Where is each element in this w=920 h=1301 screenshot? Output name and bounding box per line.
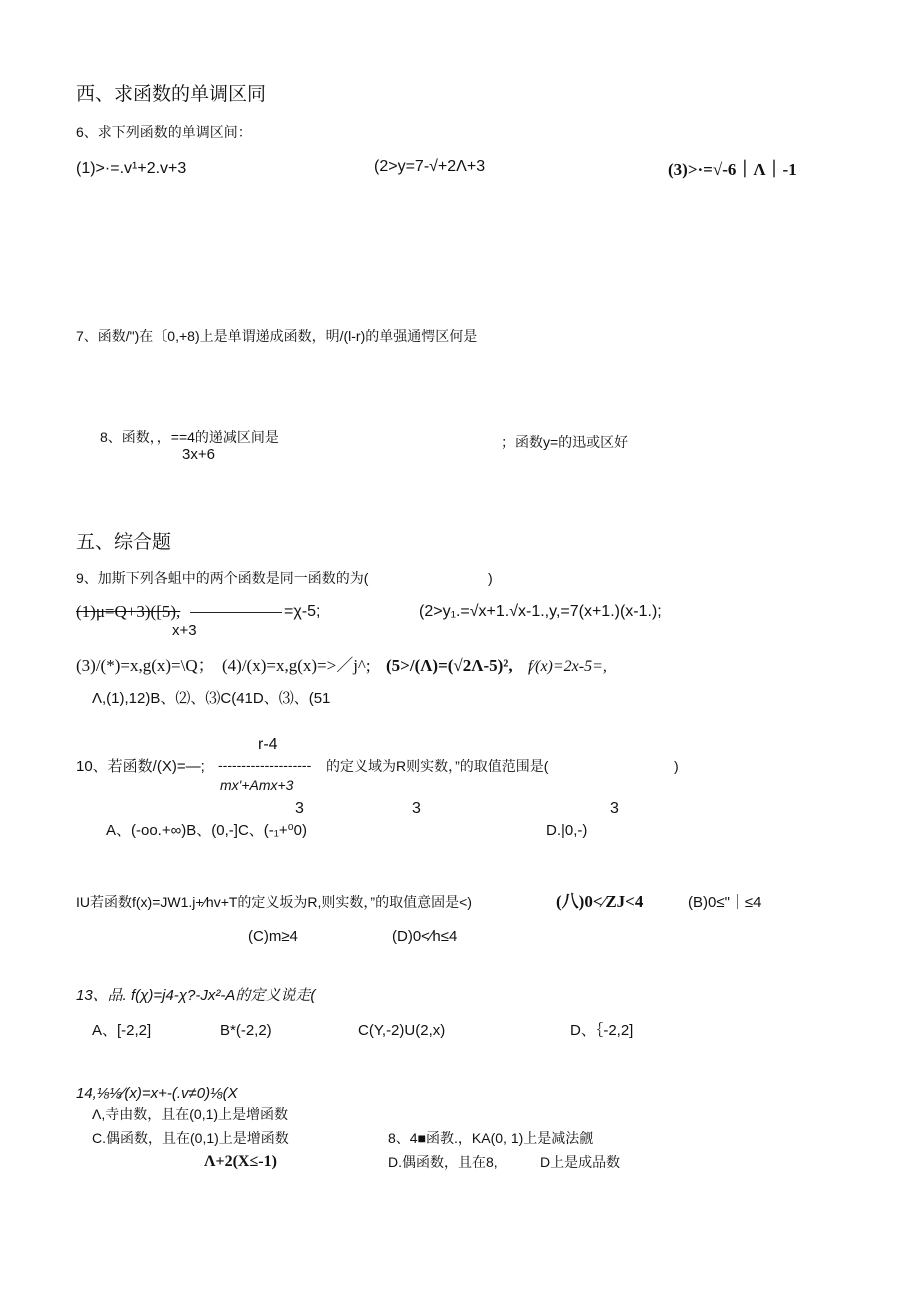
q10-stem-b: 的定义域为R则实数，”的取值范围是( bbox=[326, 758, 549, 774]
section-4-title: 西、求函数的单调区同 bbox=[76, 83, 267, 105]
section-5-title: 五、综合题 bbox=[76, 531, 172, 553]
q6-stem: 6、求下列函数的单调区间： bbox=[76, 124, 252, 140]
q10-close-paren: ) bbox=[674, 758, 679, 774]
q10-sup-3: 3 bbox=[610, 800, 619, 817]
q14-choice-a: Λ,寺由数，且在(0,1)上是增函数 bbox=[92, 1106, 289, 1122]
q14-choice-c: C.偶函数，且在(0,1)上是增函数 bbox=[92, 1130, 289, 1146]
q13-stem: 13、品. f(χ)=j4-χ?-Jx²-A的定义说走( bbox=[76, 987, 316, 1004]
q13-choice-b: B*(-2,2) bbox=[220, 1022, 272, 1039]
q9-item5-main: (5>/(Λ)=(√2Λ-5)², bbox=[386, 656, 513, 675]
q11-stem: IU若函数f(x)=JW1.j+⁄hv+T的定义坂为R,则实数，”的取值意固是<) bbox=[76, 894, 472, 910]
q6-part2: (2>y=7-√+2Λ+3 bbox=[374, 158, 486, 175]
q14-choice-d-part2: D上是成品数 bbox=[540, 1154, 621, 1170]
q11-choice-d: (D)0<⁄h≤4 bbox=[392, 928, 458, 945]
q9-item1-strike: (1)μ=Q+3)([5), bbox=[76, 602, 181, 621]
q9-item4: (4)/(x)=x,g(x)=>／j^; bbox=[222, 656, 371, 675]
q10-sup-2: 3 bbox=[412, 800, 421, 817]
q6-part1: (1)>·=.v¹+2.v+3 bbox=[76, 160, 187, 177]
q10-numerator: r-4 bbox=[258, 736, 278, 753]
q8-right: ；函数y=的迅或区好 bbox=[501, 434, 629, 450]
q14-choice-b: 8、4■函教.，KA(0, 1)上是减法觎 bbox=[388, 1130, 594, 1146]
q13-choice-d: D、｛-2,2] bbox=[570, 1022, 634, 1039]
q14-stem: 14,⅛⅛∕(x)=x+-(.v≠0)⅛(X bbox=[76, 1085, 238, 1102]
q9-choices: Λ,(1),12)B、⑵、⑶C(41D、⑶、(51 bbox=[92, 690, 331, 707]
q10-choice-d: D.|0,-) bbox=[546, 822, 588, 839]
q8-left: 8、函数，，==4的递减区间是 bbox=[100, 429, 279, 445]
q9-item5-rest: f⁄(x)=2x-5=, bbox=[528, 658, 607, 675]
q10-sup-1: 3 bbox=[295, 800, 304, 817]
q9-stem: 9、加斯下列各蛆中的两个函数是同一函数的为( bbox=[76, 570, 369, 586]
q10-stem-a: 10、若函数/(X)=—; bbox=[76, 758, 205, 775]
q6-part3: (3)>·=√-6｜Λ｜-1 bbox=[668, 160, 797, 179]
q9-item1-denominator: x+3 bbox=[172, 622, 197, 639]
q9-item2: (2>y₁.=√x+1.√x-1.,y,=7(x+1.)(x-1.); bbox=[419, 603, 662, 620]
q14-choice-d-part1: D.偶函数，且在8, bbox=[388, 1154, 498, 1170]
q7-text: 7、函数/")在〔0,+8)上是单谓递成函数，明/(l-r)的单强通愕区何是 bbox=[76, 328, 478, 344]
q9-item3: (3)/(*)=x,g(x)=\Q； bbox=[76, 656, 215, 675]
q14-fragment: Λ+2(X≤-1) bbox=[204, 1153, 277, 1170]
q9-item1-fraction-bar bbox=[190, 612, 282, 613]
q10-choices-abc: A、(-oo.+∞)B、(0,-]C、(-₁+⁰0) bbox=[106, 822, 307, 839]
q11-choice-a: (八)0<⁄ZJ<4 bbox=[556, 892, 644, 911]
q11-choice-b: (B)0≤"｜≤4 bbox=[688, 894, 762, 911]
q9-close-paren: ) bbox=[488, 570, 493, 586]
q10-fraction-dashes: -------------------- bbox=[218, 757, 312, 773]
q13-choice-c: C(Y,-2)U(2,x) bbox=[358, 1022, 446, 1039]
q9-item1-eq: =χ-5; bbox=[284, 603, 321, 620]
q11-choice-c: (C)m≥4 bbox=[248, 928, 298, 945]
q8-denominator: 3x+6 bbox=[182, 446, 215, 463]
q10-denominator: mx'+Amx+3 bbox=[220, 777, 294, 793]
q13-choice-a: A、[-2,2] bbox=[92, 1022, 152, 1039]
